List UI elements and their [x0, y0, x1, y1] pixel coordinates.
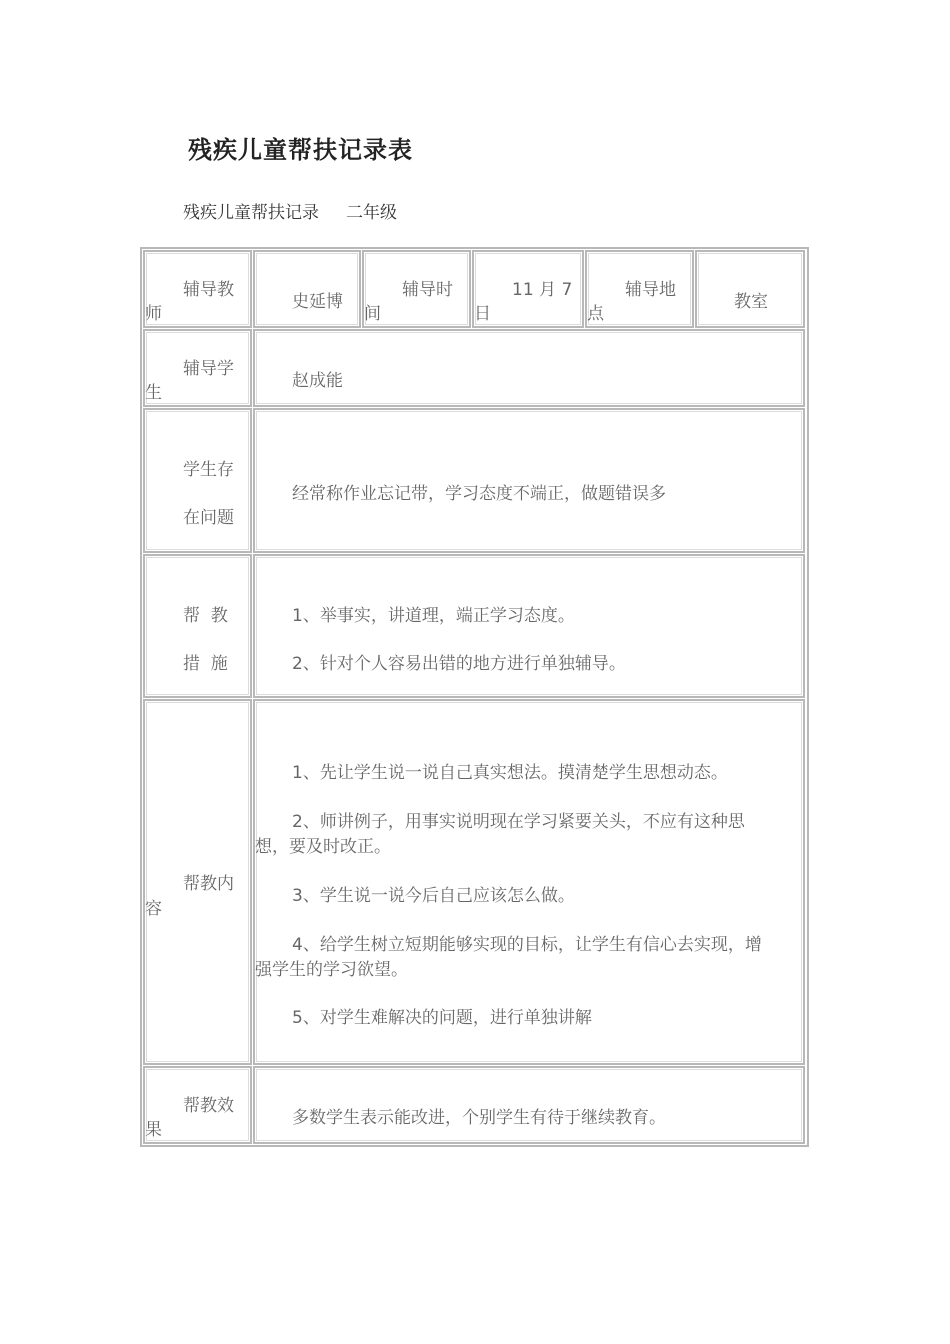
content-item: 5、对学生难解决的问题，进行单独讲解 [292, 1008, 592, 1028]
problem-value: 经常称作业忘记带，学习态度不端正，做题错误多 [292, 484, 666, 504]
place-value-cell [695, 250, 805, 328]
teacher-value: 史延博 [292, 292, 343, 312]
student-label-wrap: 生 [145, 383, 162, 403]
time-value-cell [472, 250, 584, 328]
measures-label: 帮 教 [183, 606, 228, 626]
time-label: 辅导时 [402, 280, 453, 300]
content-item: 1、先让学生说一说自己真实想法。摸清楚学生思想动态。 [292, 763, 728, 783]
time-label-cell [362, 250, 471, 328]
student-value-cell [253, 329, 805, 407]
content-item: 2、师讲例子，用事实说明现在学习紧要关头，不应有这种思 [292, 812, 745, 832]
teacher-label-wrap: 师 [145, 304, 162, 324]
problem-value-cell [253, 408, 805, 553]
effect-label: 帮教效 [183, 1096, 234, 1116]
problem-label: 学生存 [183, 460, 234, 480]
content-item: 3、学生说一说今后自己应该怎么做。 [292, 886, 575, 906]
place-label-cell [585, 250, 694, 328]
content-label-wrap: 容 [145, 899, 162, 919]
content-label-cell [143, 699, 252, 1065]
measures-value-cell [253, 554, 805, 698]
place-label-wrap: 点 [587, 304, 604, 324]
measures-label-line2: 措 施 [183, 654, 228, 674]
student-value: 赵成能 [292, 371, 343, 391]
time-label-wrap: 间 [364, 304, 381, 324]
teacher-label-cell [143, 250, 252, 328]
teacher-value-cell [253, 250, 361, 328]
content-item-wrap: 强学生的学习欲望。 [255, 960, 408, 980]
effect-value: 多数学生表示能改进，个别学生有待于继续教育。 [292, 1108, 666, 1128]
effect-label-cell [143, 1066, 252, 1144]
student-label: 辅导学 [183, 359, 234, 379]
effect-value-cell [253, 1066, 805, 1144]
problem-label-line2: 在问题 [183, 508, 234, 528]
teacher-label: 辅导教 [183, 280, 234, 300]
measures-item: 1、举事实，讲道理，端正学习态度。 [292, 606, 575, 626]
time-value-wrap: 日 [474, 304, 491, 324]
content-item: 4、给学生树立短期能够实现的目标，让学生有信心去实现，增 [292, 935, 762, 955]
page-title: 残疾儿童帮扶记录表 [188, 135, 413, 164]
place-label: 辅导地 [625, 280, 676, 300]
student-label-cell [143, 329, 252, 407]
place-value: 教室 [734, 292, 768, 312]
page-subtitle: 残疾儿童帮扶记录 二年级 [183, 203, 398, 223]
content-value-cell [253, 699, 805, 1065]
effect-label-wrap: 果 [145, 1120, 162, 1140]
measures-item: 2、针对个人容易出错的地方进行单独辅导。 [292, 654, 626, 674]
time-value: 11 月 7 [512, 280, 573, 300]
content-item-wrap: 想，要及时改正。 [255, 837, 391, 857]
measures-label-cell [143, 554, 252, 698]
content-label: 帮教内 [183, 874, 234, 894]
problem-label-cell [143, 408, 252, 553]
